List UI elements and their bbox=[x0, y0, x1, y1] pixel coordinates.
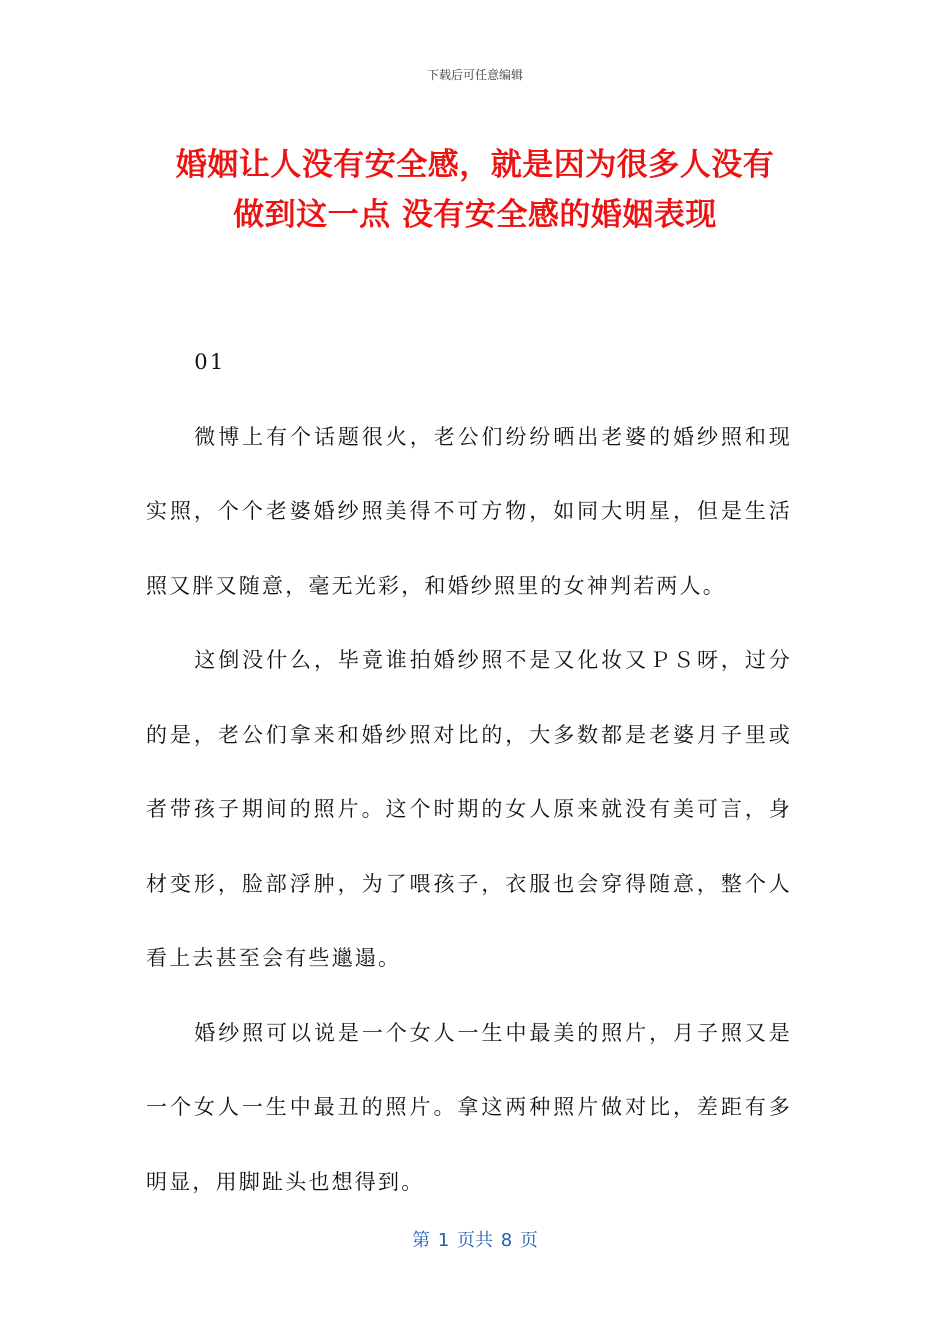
section-number: 01 bbox=[194, 350, 226, 374]
document-body bbox=[146, 325, 792, 1219]
paragraph: 婚纱照可以说是一个女人一生中最美的照片，月子照又是一个女人一生中最丑的照片。拿这两种照片做对比，差距有多明显，用脚趾头也想得到。 bbox=[146, 1020, 792, 1194]
paragraph: 微博上有个话题很火，老公们纷纷晒出老婆的婚纱照和现实照，个个老婆婚纱照美得不可方物，如同大明星，但是生活照又胖又随意，毫无光彩，和婚纱照里的女神判若两人。 bbox=[146, 424, 792, 598]
page-label-suffix: 页 bbox=[519, 1230, 538, 1251]
page-label-prefix: 第 bbox=[412, 1230, 431, 1251]
page-label-middle: 页共 bbox=[457, 1230, 493, 1251]
header-note: 下载后可任意编辑 bbox=[426, 68, 523, 82]
total-pages-number: 8 bbox=[500, 1230, 513, 1251]
current-page-number: 1 bbox=[437, 1230, 450, 1251]
page-footer bbox=[0, 1226, 950, 1252]
paragraph: 这倒没什么，毕竟谁拍婚纱照不是又化妆又ＰＳ呀，过分的是，老公们拿来和婚纱照对比的，大多数都是老婆月子里或者带孩子期间的照片。这个时期的女人原来就没有美可言，身材变形，脸部浮肿，为了喂孩子，衣服也会穿得随意，整个人看上去甚至会有些邋遢。 bbox=[146, 648, 792, 970]
title-line-1: 婚姻让人没有安全感，就是因为很多人没有 bbox=[175, 147, 775, 183]
document-title bbox=[120, 140, 830, 240]
title-line-2: 做到这一点 没有安全感的婚姻表现 bbox=[233, 197, 717, 233]
